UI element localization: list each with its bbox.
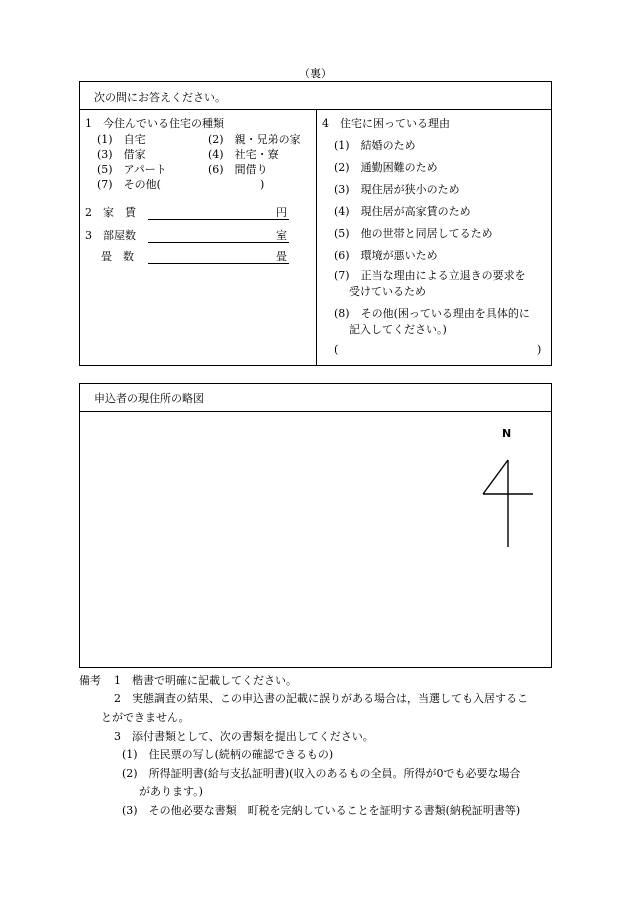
page-side-label: （裏） [299, 67, 332, 80]
tatami-unit: 畳 [276, 250, 287, 263]
note-2-cont: とができません。 [101, 711, 190, 724]
reason-commute: (2) 通勤困難のため [334, 161, 438, 174]
reason-environment: (6) 環境が悪いため [334, 249, 438, 262]
questions-column-divider [316, 109, 317, 366]
rooms-label: 3 部屋数 [85, 229, 136, 242]
note-2: 2 実態調査の結果、この申込書の記載に誤りがある場合は，当選しても入居するこ [114, 692, 528, 705]
reasons-title: 4 住宅に困っている理由 [322, 117, 450, 130]
reason-eviction: (7) 正当な理由による立退きの要求を [334, 269, 526, 282]
housing-option-company-housing: (4) 社宅・寮 [208, 148, 279, 161]
note-3: 3 添付書類として、次の書類を提出してください。 [114, 730, 374, 743]
rooms-underline [148, 242, 289, 243]
questions-header: 次の問にお答えください。 [94, 91, 226, 104]
note-3-2-cont: があります。) [139, 785, 203, 798]
rooms-unit: 室 [276, 229, 287, 242]
rent-underline [148, 219, 289, 220]
housing-option-apartment: (5) アパート [97, 163, 167, 176]
reason-high-rent: (4) 現住居が高家賃のため [334, 205, 471, 218]
reason-marriage: (1) 結婚のため [334, 139, 416, 152]
housing-type-title: 1 今住んでいる住宅の種類 [85, 117, 224, 130]
reason-small-home: (3) 現住居が狭小のため [334, 183, 460, 196]
housing-option-room-rental: (6) 間借り [208, 163, 268, 176]
housing-option-other: (7) その他( [97, 178, 161, 191]
note-3-3: (3) その他必要な書類 町税を完納していることを証明する書類(納税証明書等) [122, 804, 521, 817]
housing-option-own-home: (1) 自宅 [97, 133, 146, 146]
north-arrow-icon [480, 452, 540, 552]
note-3-2: (2) 所得証明書(給与支払証明書)(収入のあるもの全員。所得が0でも必要な場合 [122, 767, 521, 780]
reason-other-paren-close: ) [537, 343, 542, 356]
housing-option-family-home: (2) 親・兄弟の家 [208, 133, 301, 146]
reason-other: (8) その他(困っている理由を具体的に [334, 307, 530, 320]
reason-cohabiting: (5) 他の世帯と同居してるため [334, 227, 493, 240]
north-label: N [502, 427, 512, 440]
tatami-underline [148, 263, 289, 264]
rent-unit: 円 [276, 206, 287, 219]
rent-label: 2 家 賃 [85, 206, 136, 219]
map-header-divider [79, 411, 552, 412]
tatami-label: 畳 数 [101, 250, 134, 263]
reason-other-paren-open: ( [334, 343, 339, 356]
housing-option-other-close: ) [260, 178, 265, 191]
map-header: 申込者の現住所の略図 [94, 392, 204, 405]
reason-eviction-cont: 受けているため [349, 285, 426, 298]
housing-option-rented-house: (3) 借家 [97, 148, 146, 161]
notes-label: 備考 [79, 674, 101, 687]
note-3-1: (1) 住民票の写し(続柄の確認できるもの) [122, 748, 334, 761]
reason-other-cont: 記入してください。) [349, 323, 447, 336]
note-1: 1 楷書で明確に記載してください。 [114, 674, 297, 687]
